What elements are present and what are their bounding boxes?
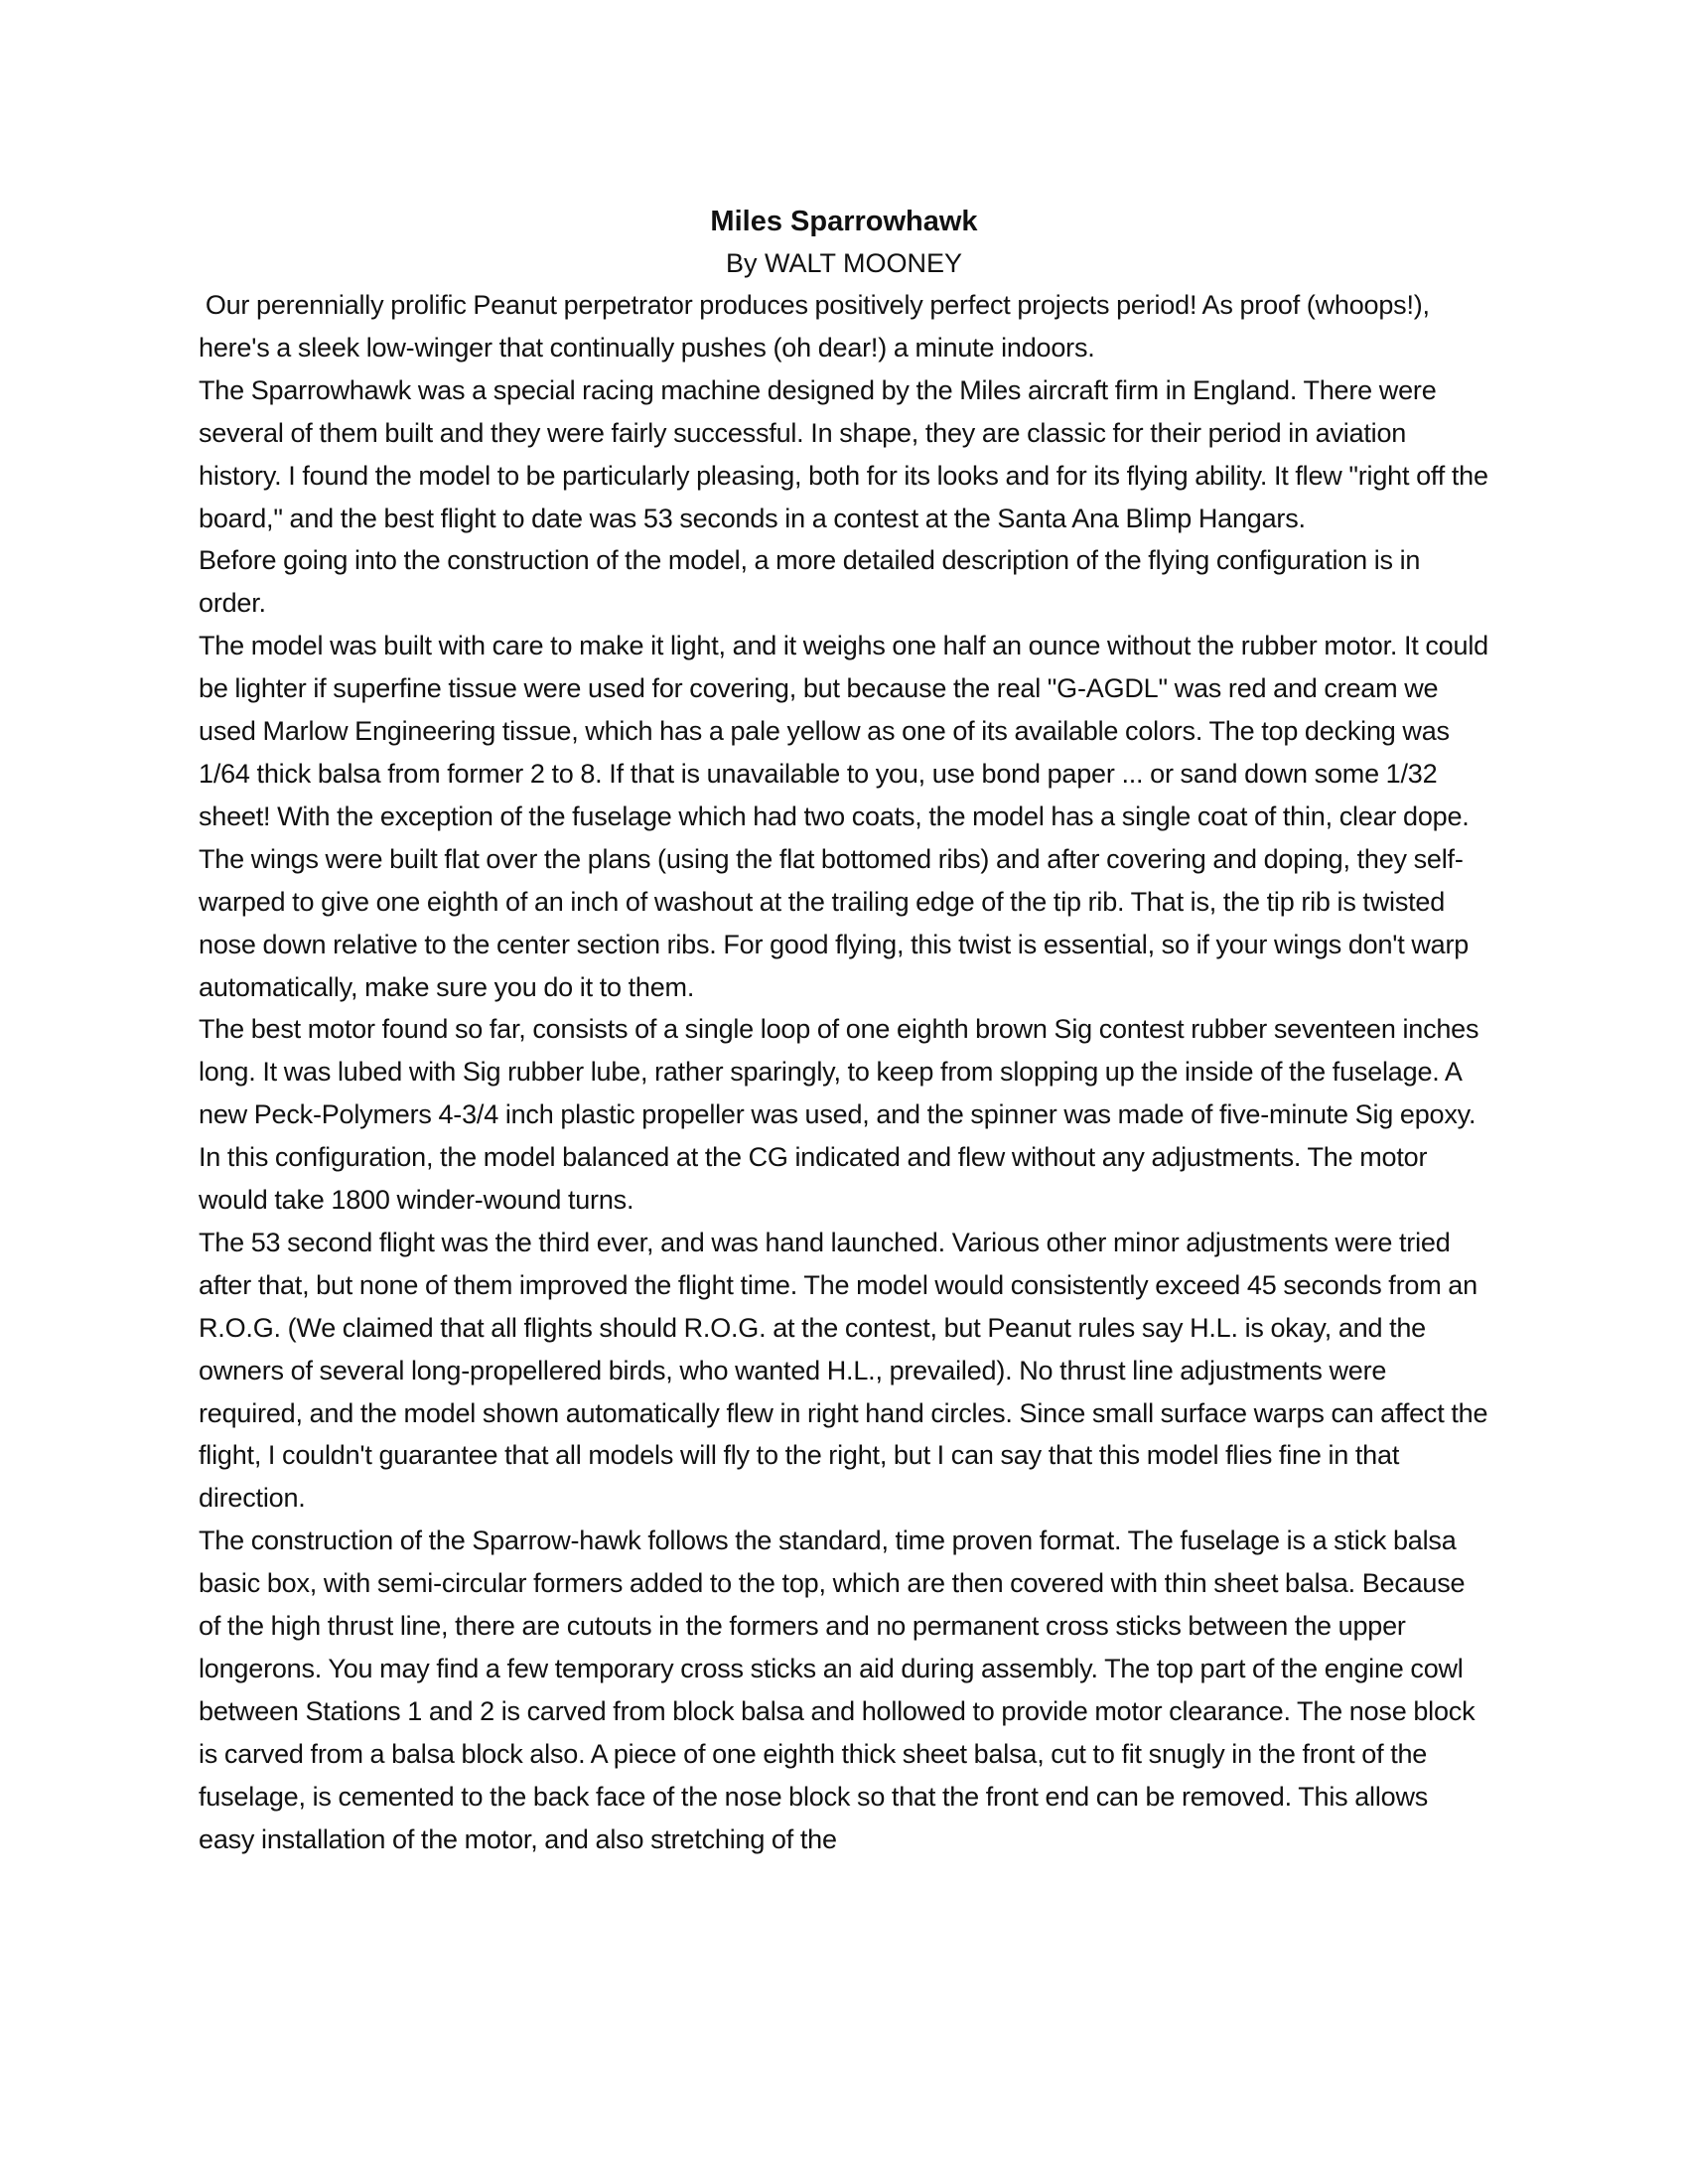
paragraph: The best motor found so far, consists of a single loop of one eighth brown Sig contest rubber seventeen inches long. It was lubed with Sig rubber lube, rather sparingly, to keep from slopping up the inside of the fuselage. A new Peck-Polymers 4-3/4 inch plastic propeller was used, and the spinner was made of five-minute Sig epoxy. In this configuration, the model balanced at the CG indicated and flew without any adjustments. The motor would take 1800 winder-wound turns. bbox=[199, 1014, 1479, 1216]
paragraph: The 53 second flight was the third ever, and was hand launched. Various other minor adjustments were tried after that, but none of them improved the flight time. The model would consistently exceed 45 seconds from an R.O.G. (We claimed that all flights should R.O.G. at the contest, but Peanut rules say H.L. is okay, and the owners of several long-propellered birds, who wanted H.L., prevailed). No thrust line adjustments were required, and the model shown automatically flew in right hand circles. Since small surface warps can affect the flight, I couldn't guarantee that all models will fly to the right, but I can say that this model flies fine in that direction. bbox=[199, 1227, 1488, 1514]
paragraph: The construction of the Sparrow-hawk follows the standard, time proven format. The fuselage is a stick balsa basic box, with semi-circular formers added to the top, which are then covered with thin sheet balsa. Because of the high thrust line, there are cutouts in the formers and no permanent cross sticks between the upper longerons. You may find a few temporary cross sticks an aid during assembly. The top part of the engine cowl between Stations 1 and 2 is carved from block balsa and hollowed to provide motor clearance. The nose block is carved from a balsa block also. A piece of one eighth thick sheet balsa, cut to fit snugly in the front of the fuselage, is cemented to the back face of the nose block so that the front end can be removed. This allows easy installation of the motor, and also stretching of the bbox=[199, 1526, 1476, 1854]
document-page bbox=[199, 201, 1489, 1861]
article-title: Miles Sparrowhawk bbox=[710, 206, 978, 237]
paragraph: Before going into the construction of the model, a more detailed description of the flying configuration is in order. bbox=[199, 545, 1421, 619]
paragraph: The wings were built flat over the plans (using the flat bottomed ribs) and after covering and doping, they self-warped to give one eighth of an inch of washout at the trailing edge of the tip rib. That is, the tip rib is twisted nose down relative to the center section ribs. For good flying, this twist is essential, so if your wings don't warp automatically, make sure you do it to them. bbox=[199, 843, 1470, 1002]
paragraph: The Sparrowhawk was a special racing machine designed by the Miles aircraft firm in England. There were several of them built and they were fairly successful. In shape, they are classic for their period in aviation history. I found the model to be particularly pleasing, both for its looks and for its flying ability. It flew "right off the board," and the best flight to date was 53 seconds in a contest at the Santa Ana Blimp Hangars. bbox=[199, 374, 1488, 533]
article-body bbox=[199, 284, 1489, 1861]
paragraph: Our perennially prolific Peanut perpetrator produces positively perfect projects period! As proof (whoops!), here's a sleek low-winger that continually pushes (oh dear!) a minute indoors. bbox=[199, 290, 1437, 363]
paragraph: The model was built with care to make it light, and it weighs one half an ounce without the rubber motor. It could be lighter if superfine tissue were used for covering, but because the real "G-AGDL" was red and cream we used Marlow Engineering tissue, which has a pale yellow as one of its available colors. The top decking was 1/64 thick balsa from former 2 to 8. If that is unavailable to you, use bond paper ... or sand down some 1/32 sheet! With the exception of the fuselage which had two coats, the model has a single coat of thin, clear dope. bbox=[199, 631, 1488, 831]
article-byline: By WALT MOONEY bbox=[725, 248, 963, 278]
